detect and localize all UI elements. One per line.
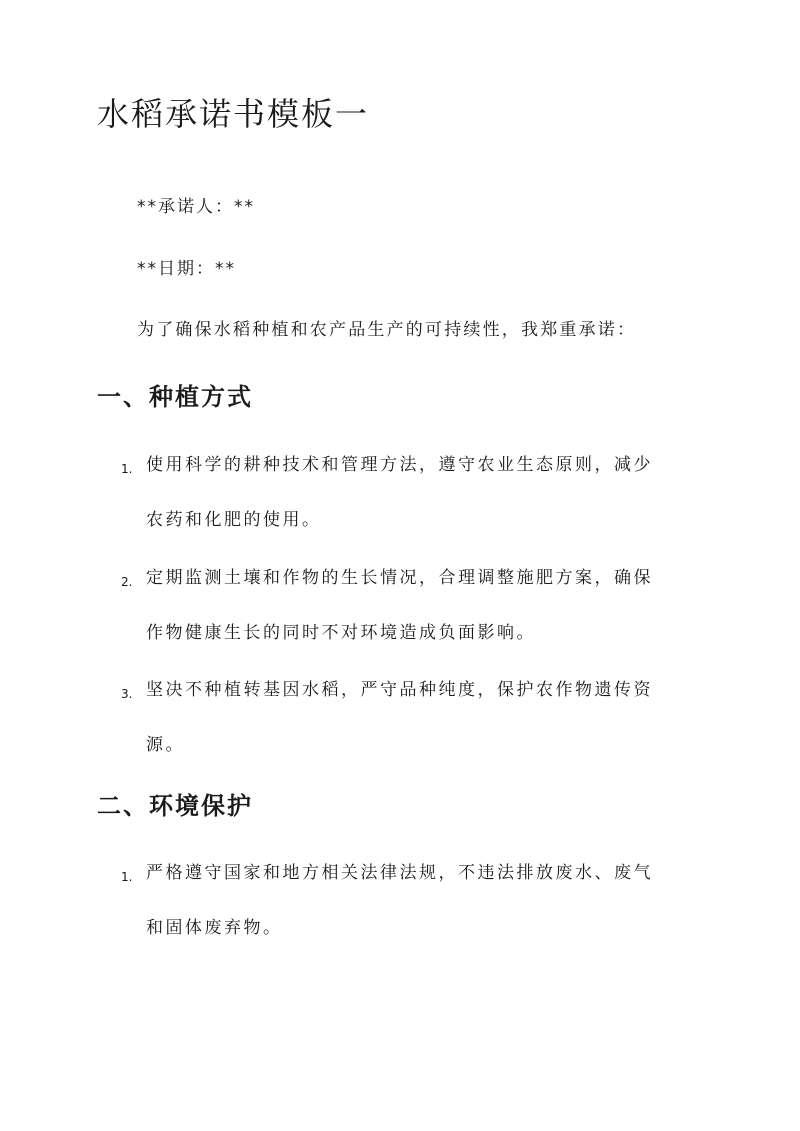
list-item-line: 使用科学的耕种技术和管理方法，遵守农业生态原则，减少: [146, 455, 653, 475]
section-heading-planting: 一、种植方式: [97, 383, 253, 411]
list-item-line: 源。: [146, 735, 185, 755]
intro-paragraph: 为了确保水稻种植和农产品生产的可持续性，我郑重承诺：: [137, 320, 637, 340]
list-item-number: 1.: [121, 462, 133, 476]
list-item-line: 作物健康生长的同时不对环境造成负面影响。: [146, 623, 536, 643]
list-item-line: 坚决不种植转基因水稻，严守品种纯度，保护农作物遗传资: [146, 680, 653, 700]
section-heading-environment: 二、环境保护: [97, 792, 253, 820]
document-title: 水稻承诺书模板一: [97, 95, 370, 133]
list-item-number: 2.: [121, 575, 133, 589]
date-line: **日期：**: [137, 259, 236, 279]
list-item-line: 和固体废弃物。: [146, 918, 283, 938]
list-item-number: 1.: [121, 870, 133, 884]
list-item-line: 定期监测土壤和作物的生长情况，合理调整施肥方案，确保: [146, 568, 653, 588]
list-item-number: 3.: [121, 687, 133, 701]
promisor-line: **承诺人：**: [137, 197, 255, 217]
list-item-line: 农药和化肥的使用。: [146, 510, 322, 530]
list-item-line: 严格遵守国家和地方相关法律法规，不违法排放废水、废气: [146, 863, 653, 883]
